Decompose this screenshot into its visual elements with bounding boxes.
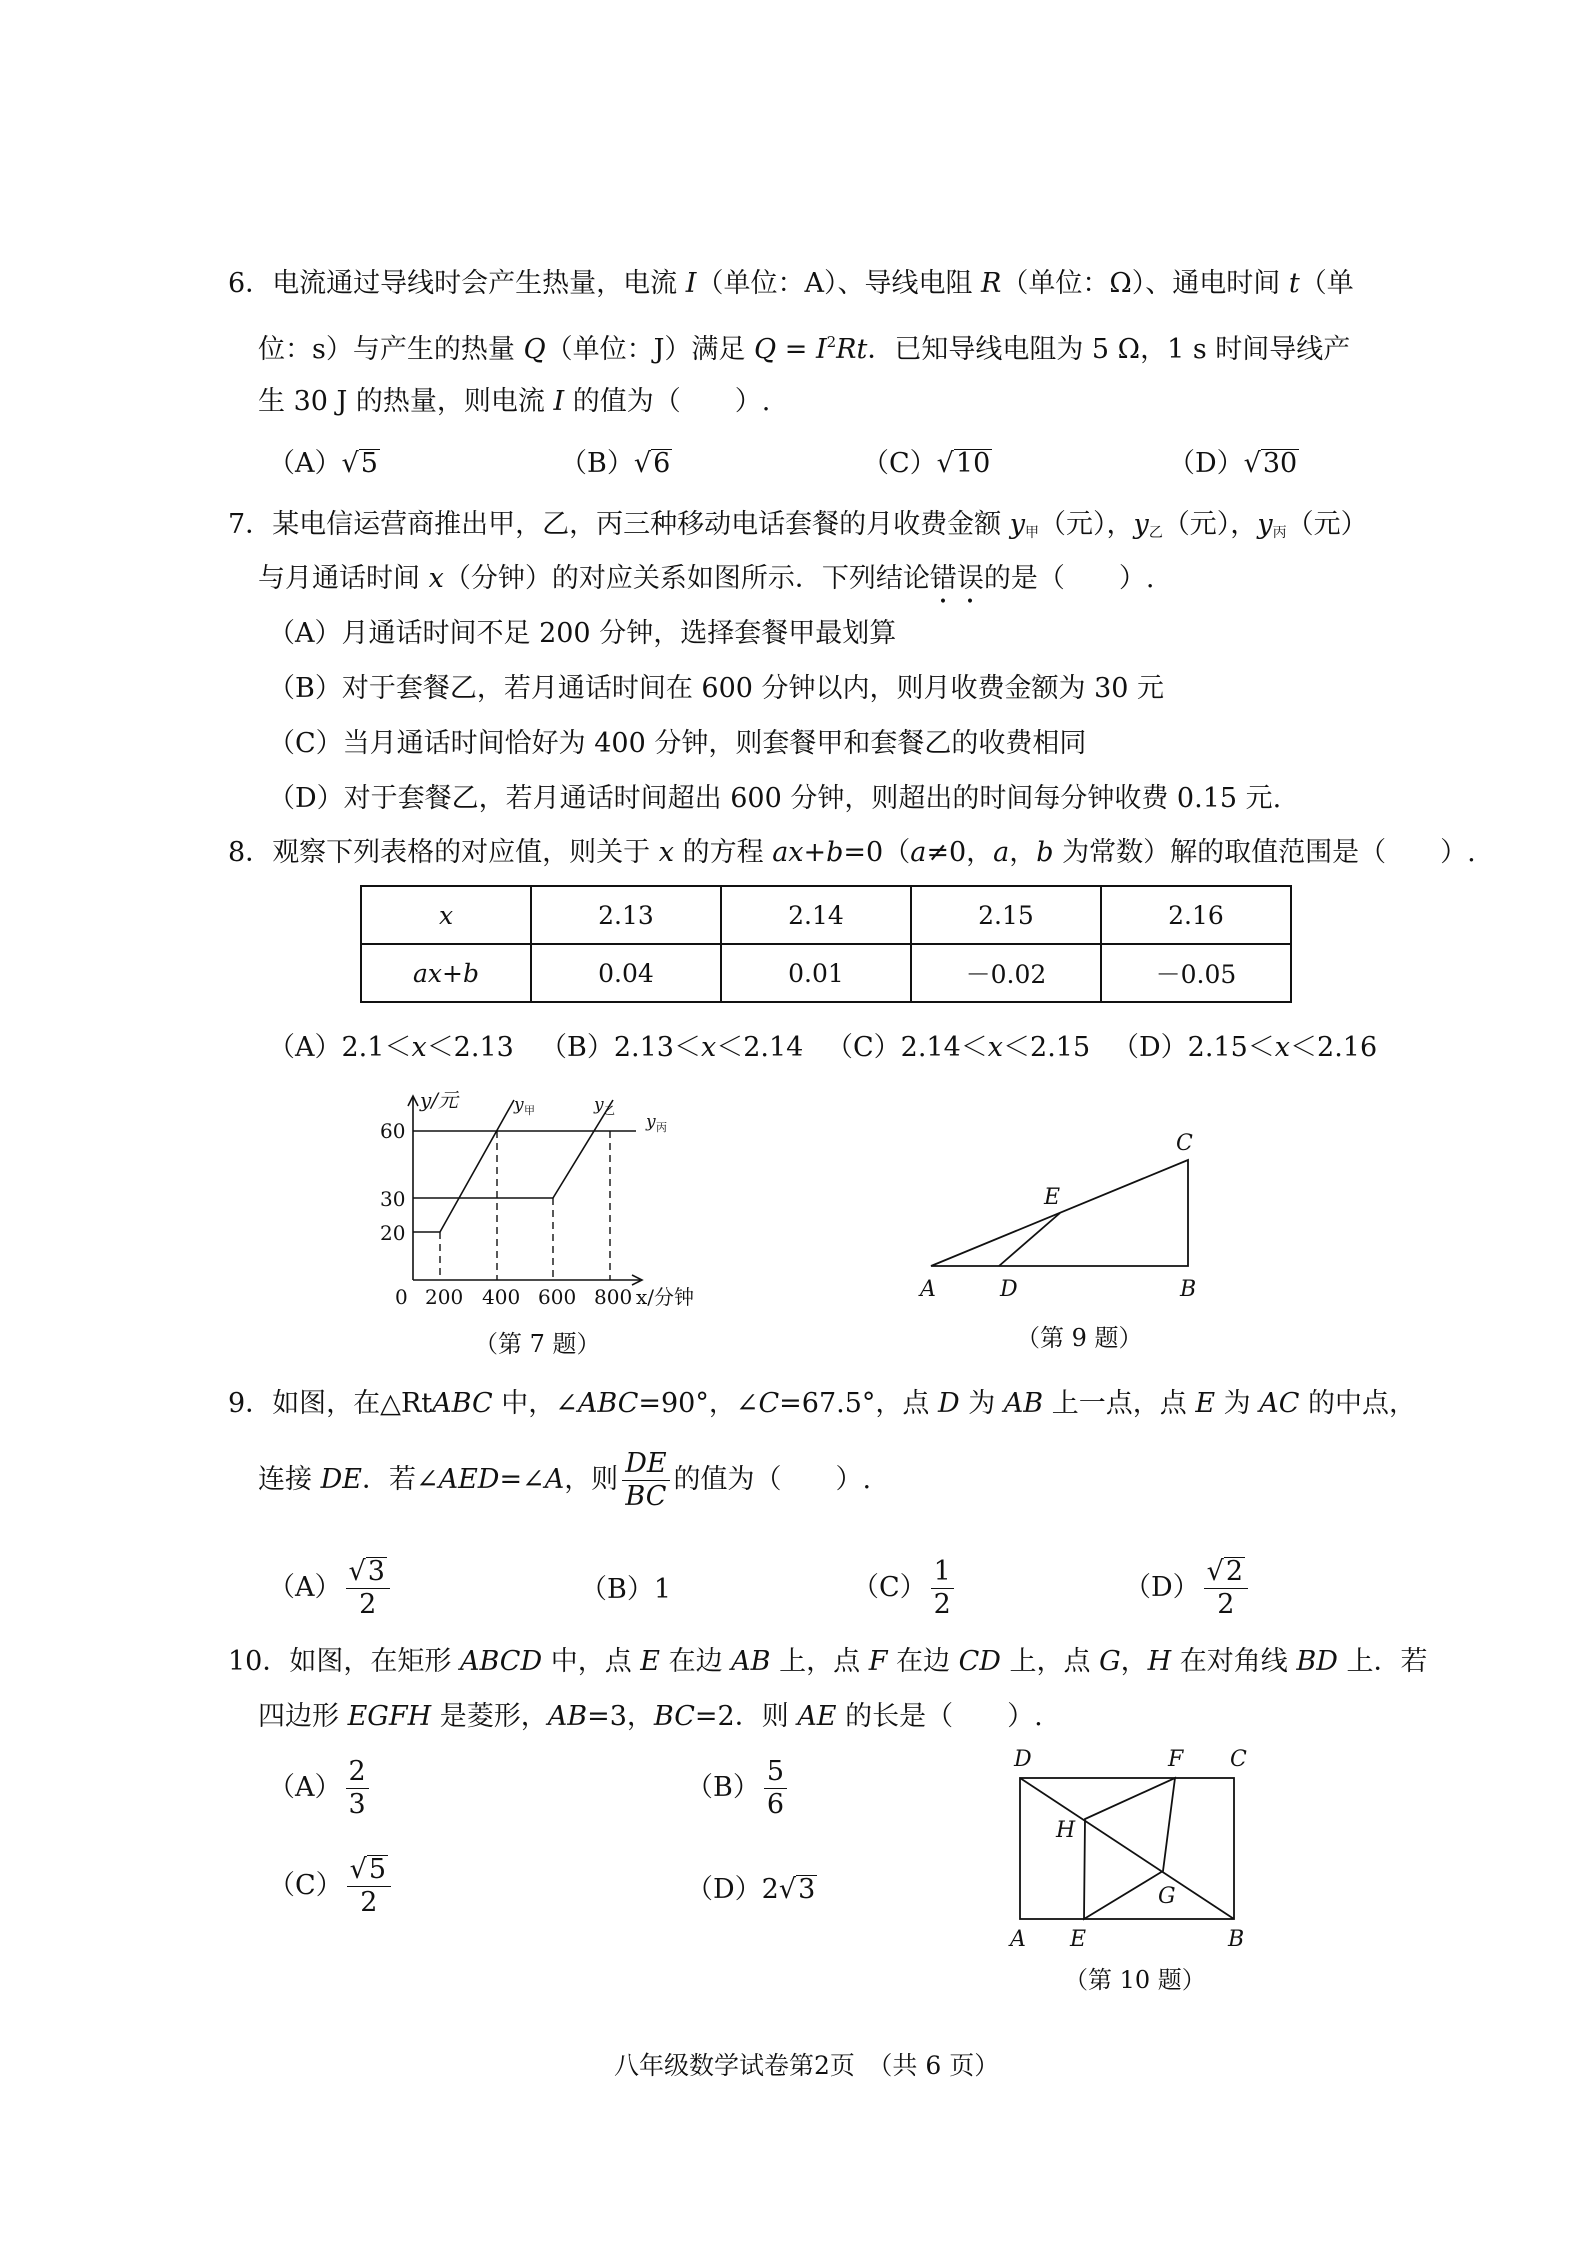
table-cell: ax+b (361, 944, 531, 1002)
x-tick-800: 800 (594, 1285, 633, 1309)
q9-option-c: （C） $\frac{1}{2}$ (852, 1556, 958, 1621)
line-y-yi (413, 1100, 613, 1198)
q9-option-b: （B）1 (580, 1574, 672, 1605)
q9-line2: 连接 DE．若∠AED=∠A，则 $\frac{DE}{BC}$ 的值为（ ）. (258, 1448, 872, 1512)
table-cell: x (361, 886, 531, 944)
q7-option-a: （A）月通话时间不足 200 分钟，选择套餐甲最划算 (268, 618, 897, 649)
fig9-caption: （第 9 题） (1016, 1324, 1143, 1352)
q8-option-d: （D）2.15＜x＜2.16 (1112, 1032, 1378, 1063)
x-axis-label: x/分钟 (636, 1285, 695, 1309)
point-H: H (1056, 1818, 1076, 1843)
series-label-yi: y (594, 1095, 604, 1115)
y-tick-60: 60 (380, 1119, 406, 1143)
page-footer: 八年级数学试卷第2页 （共 6 页） (614, 2051, 1000, 2080)
fig7-caption: （第 7 题） (474, 1330, 601, 1358)
q10-line1: 10．如图，在矩形 ABCD 中，点 E 在边 AB 上，点 F 在边 CD 上，点 G，H 在对角线 BD 上．若 (228, 1646, 1428, 1677)
y-axis-label: y/元 (420, 1088, 459, 1112)
q8-option-c: （C）2.14＜x＜2.15 (826, 1032, 1091, 1063)
point-C: C (1176, 1131, 1193, 1156)
fig10-caption: （第 10 题） (1064, 1966, 1206, 1994)
y-tick-20: 20 (380, 1221, 406, 1245)
q10-option-a: （A） $\frac{2}{3}$ (268, 1756, 373, 1821)
q10-line2: 四边形 EGFH 是菱形，AB=3，BC=2．则 AE 的长是（ ）. (258, 1701, 1043, 1732)
table-cell: 2.13 (531, 886, 721, 944)
table-row (361, 886, 1291, 944)
q6-line1: 6．电流通过导线时会产生热量，电流 I（单位：A）、导线电阻 R（单位：Ω）、通电时间 t（单 (228, 268, 1354, 299)
q7-option-c: （C）当月通话时间恰好为 400 分钟，则套餐甲和套餐乙的收费相同 (268, 728, 1087, 759)
q8-option-a: （A）2.1＜x＜2.13 (268, 1032, 514, 1063)
table-cell: 0.04 (531, 944, 721, 1002)
table-cell: 2.15 (911, 886, 1101, 944)
q7-option-d: （D）对于套餐乙，若月通话时间超出 600 分钟，则超出的时间每分钟收费 0.15 元. (268, 783, 1282, 814)
q7-option-b: （B）对于套餐乙，若月通话时间在 600 分钟以内，则月收费金额为 30 元 (268, 673, 1165, 704)
table-cell: 0.01 (721, 944, 911, 1002)
q10-option-c: （C） $\frac{√5}{2}$ (268, 1854, 395, 1919)
q6-line3: 生 30 J 的热量，则电流 I 的值为（ ）. (258, 386, 771, 417)
fig9-triangle (910, 1120, 1220, 1320)
x-tick-200: 200 (425, 1285, 464, 1309)
svg-text:乙: 乙 (604, 1104, 615, 1117)
q9-option-d: （D） $\frac{√2}{2}$ (1124, 1556, 1252, 1621)
point-A: A (1010, 1927, 1026, 1952)
series-label-jia: y (514, 1095, 524, 1115)
table-row (361, 944, 1291, 1002)
point-C: C (1230, 1747, 1247, 1772)
series-label-bing: y (646, 1112, 656, 1132)
q8-value-table (360, 885, 1292, 1003)
q9-option-a: （A） $\frac{√3}{2}$ (268, 1556, 394, 1621)
table-cell: 2.16 (1101, 886, 1291, 944)
point-B: B (1228, 1927, 1245, 1952)
q6-line2: 位：s）与产生的热量 Q（单位：J）满足 $Q = I^2Rt$．已知导线电阻为 5 Ω，1 s 时间导线产 (258, 333, 1351, 365)
q6-option-c: （C）√10 (862, 448, 991, 479)
q8-line1: 8．观察下列表格的对应值，则关于 x 的方程 ax+b=0（a≠0，a，b 为常数）解的取值范围是（ ）. (228, 837, 1476, 868)
q6-option-a: （A）√5 (268, 448, 378, 479)
x-tick-400: 400 (482, 1285, 521, 1309)
q10-option-b: （B） $\frac{5}{6}$ (686, 1756, 791, 1821)
q7-line2: 与月通话时间 x（分钟）的对应关系如图所示．下列结论错误的是（ ）. (258, 563, 1155, 594)
line-y-jia (413, 1100, 514, 1232)
q9-line1: 9．如图，在△RtABC 中，∠ABC=90°，∠C=67.5°，点 D 为 AB 上一点，点 E 为 AC 的中点， (228, 1388, 1416, 1419)
q6-option-d: （D）√30 (1168, 448, 1298, 479)
q7-line1: 7．某电信运营商推出甲，乙，丙三种移动电话套餐的月收费金额 $y_甲$（元），$y_乙$（元），$y_丙$（元） (228, 509, 1368, 541)
svg-text:丙: 丙 (656, 1121, 667, 1134)
x-tick-600: 600 (538, 1285, 577, 1309)
point-E: E (1070, 1927, 1087, 1952)
fig10-rectangle (1000, 1730, 1270, 1960)
point-G: G (1158, 1884, 1176, 1909)
point-E: E (1044, 1185, 1061, 1210)
y-tick-30: 30 (380, 1187, 406, 1211)
origin-label: 0 (395, 1285, 408, 1309)
svg-text:甲: 甲 (524, 1104, 535, 1117)
q10-option-d: （D）2√3 (686, 1874, 816, 1905)
table-cell: －0.05 (1101, 944, 1291, 1002)
point-D: D (1000, 1277, 1018, 1302)
point-F: F (1168, 1747, 1184, 1772)
point-B: B (1180, 1277, 1197, 1302)
table-cell: 2.14 (721, 886, 911, 944)
table-cell: －0.02 (911, 944, 1101, 1002)
q6-option-b: （B）√6 (560, 448, 671, 479)
point-A: A (920, 1277, 936, 1302)
q8-option-b: （B）2.13＜x＜2.14 (540, 1032, 804, 1063)
point-D: D (1014, 1747, 1032, 1772)
